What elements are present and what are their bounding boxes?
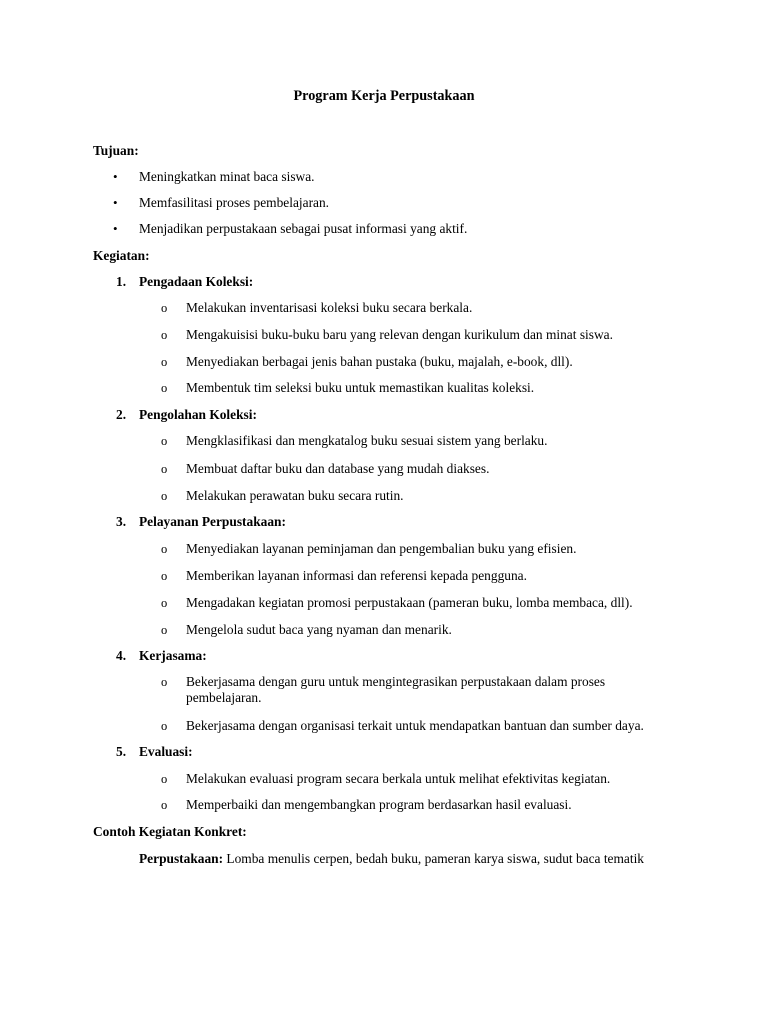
kegiatan-heading: Kegiatan:: [93, 248, 150, 263]
sub-bullet-marker: o: [161, 434, 168, 448]
sub-bullet-marker: o: [161, 596, 168, 610]
section-item: Mengklasifikasi dan mengkatalog buku sesuai sistem yang berlaku.: [186, 433, 548, 448]
sub-bullet-marker: o: [161, 462, 168, 476]
section-item: Bekerjasama dengan guru untuk mengintegrasikan perpustakaan dalam proses pembelajaran.: [186, 674, 606, 705]
tujuan-heading: Tujuan:: [93, 143, 139, 158]
bullet-marker: •: [113, 169, 118, 184]
section-item: Menyediakan berbagai jenis bahan pustaka (buku, majalah, e-book, dll).: [186, 354, 573, 369]
section-item: Menyediakan layanan peminjaman dan pengembalian buku yang efisien.: [186, 541, 577, 556]
section-number: 3.: [116, 514, 127, 529]
sub-bullet-marker: o: [161, 381, 168, 395]
section-number: 4.: [116, 648, 127, 663]
sub-bullet-marker: o: [161, 542, 168, 556]
section-label: Pengolahan Koleksi:: [139, 407, 257, 422]
section-item: Melakukan inventarisasi koleksi buku secara berkala.: [186, 300, 473, 315]
tujuan-item: Meningkatkan minat baca siswa.: [139, 169, 315, 184]
sub-bullet-marker: o: [161, 328, 168, 342]
sub-bullet-marker: o: [161, 569, 168, 583]
section-item: Memperbaiki dan mengembangkan program berdasarkan hasil evaluasi.: [186, 797, 572, 812]
tujuan-item: Memfasilitasi proses pembelajaran.: [139, 195, 330, 210]
section-label: Pengadaan Koleksi:: [139, 274, 254, 289]
section-item: Membuat daftar buku dan database yang mudah diakses.: [186, 461, 490, 476]
section-number: 1.: [116, 274, 127, 289]
section-label: Kerjasama:: [139, 648, 207, 663]
section-item: Mengakuisisi buku-buku baru yang relevan dengan kurikulum dan minat siswa.: [186, 327, 613, 342]
sub-bullet-marker: o: [161, 623, 168, 637]
tujuan-item: Menjadikan perpustakaan sebagai pusat informasi yang aktif.: [139, 221, 468, 236]
section-number: 5.: [116, 744, 127, 759]
contoh-line: [139, 851, 644, 867]
section-item: Bekerjasama dengan organisasi terkait untuk mendapatkan bantuan dan sumber daya.: [186, 718, 644, 733]
sub-bullet-marker: o: [161, 798, 168, 812]
section-item: Mengadakan kegiatan promosi perpustakaan (pameran buku, lomba membaca, dll).: [186, 595, 633, 610]
page-title: Program Kerja Perpustakaan: [293, 88, 475, 104]
section-number: 2.: [116, 407, 127, 422]
section-item: Melakukan evaluasi program secara berkala untuk melihat efektivitas kegiatan.: [186, 771, 611, 786]
section-item: Mengelola sudut baca yang nyaman dan menarik.: [186, 622, 452, 637]
section-label: Pelayanan Perpustakaan:: [139, 514, 286, 529]
section-item: Melakukan perawatan buku secara rutin.: [186, 488, 404, 503]
section-item: Memberikan layanan informasi dan referensi kepada pengguna.: [186, 568, 527, 583]
contoh-text: Lomba menulis cerpen, bedah buku, pameran karya siswa, sudut baca tematik: [223, 851, 645, 866]
sub-bullet-marker: o: [161, 489, 168, 503]
section-label: Evaluasi:: [139, 744, 193, 759]
sub-bullet-marker: o: [161, 719, 168, 733]
bullet-marker: •: [113, 221, 118, 236]
contoh-label: Perpustakaan:: [139, 851, 224, 866]
sub-bullet-marker: o: [161, 355, 168, 369]
sub-bullet-marker: o: [161, 301, 168, 315]
sub-bullet-marker: o: [161, 675, 168, 689]
bullet-marker: •: [113, 195, 118, 210]
section-item: Membentuk tim seleksi buku untuk memastikan kualitas koleksi.: [186, 380, 535, 395]
contoh-heading: Contoh Kegiatan Konkret:: [93, 824, 247, 839]
sub-bullet-marker: o: [161, 772, 168, 786]
